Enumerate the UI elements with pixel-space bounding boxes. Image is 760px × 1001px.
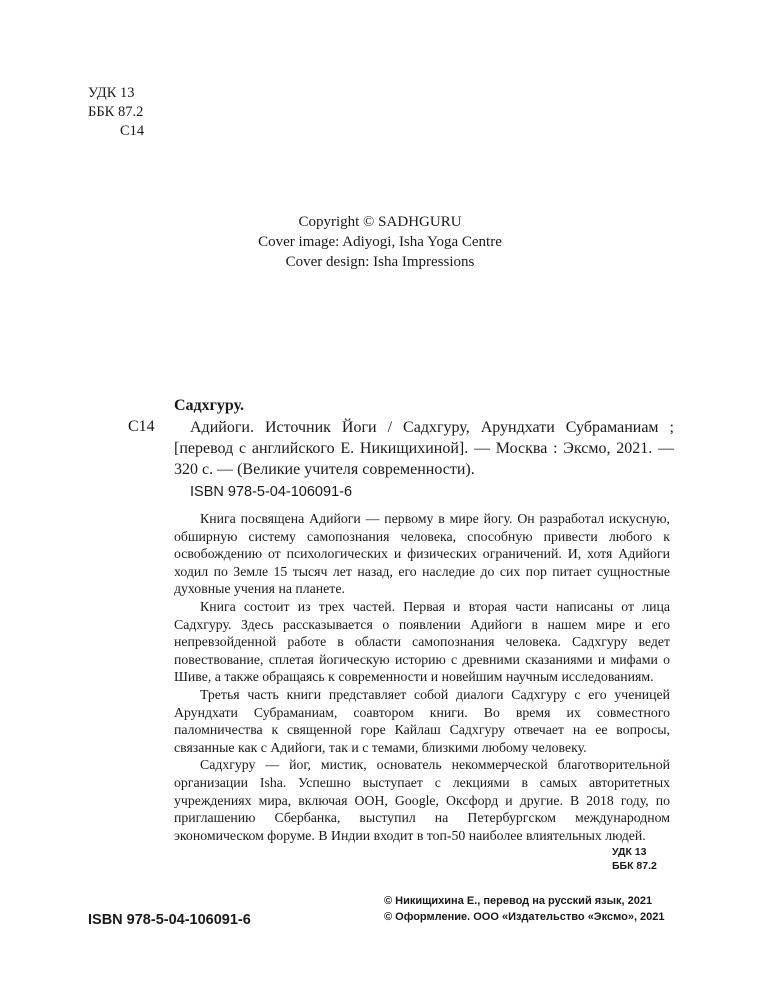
abstract-paragraph: Третья часть книги представляет собой диалоги Садхгуру с его ученицей Арундхати Субраманиам, соавтором книги. Во время их совместного паломничества к священной горе Кайлаш Садхгуру отвечает на ее вопросы, связанные как с Адийоги, так и с темами, близкими любому человеку. <box>174 686 670 755</box>
entry-author: Садхгуру. <box>174 397 244 414</box>
cover-design-line: Cover design: Isha Impressions <box>285 254 475 270</box>
isbn-main: ISBN 978-5-04-106091-6 <box>88 912 251 928</box>
abstract-paragraph: Книга посвящена Адийоги — первому в мире йогу. Он разработал искусную, обширную систему самопознания человека, способную привести любого к освобождению от психологических и физических ограничений. И, хотя Адийоги ходил по Земле 15 тысяч лет назад, его наследие до сих пор питает сущностные духовные учения на планете. <box>174 511 670 597</box>
udk-code: УДК 13 <box>88 85 135 101</box>
udk-block-bottom <box>612 845 657 873</box>
author-mark: С14 <box>120 123 145 139</box>
translation-rights: © Никищихина Е., перевод на русский язык, 2021 <box>384 895 653 907</box>
abstract-paragraph: Книга состоит из трех частей. Первая и вторая части написаны от лица Садхгуру. Здесь рассказывается о появлении Адийоги в нашем мире и его непревзойденной работе в области самопознания человека. Садхгуру ведет повествование, сплетая йогическую историю с древними сказаниями и мифами о Шиве, а также обращаясь к современности и новейшим научным исследованиям. <box>174 598 670 685</box>
cover-image-line: Cover image: Adiyogi, Isha Yoga Centre <box>258 234 502 250</box>
bbk-code: ББК 87.2 <box>88 104 144 120</box>
catalog-author-mark: С14 <box>128 418 155 435</box>
copyright-line: Copyright © SADHGURU <box>298 214 462 230</box>
abstract-paragraph: Садхгуру — йог, мистик, основатель некоммерческой благотворительной организации Isha. Успешно выступает с лекциями в самых авторитетных учреждениях мира, включая ООН, Google, Оксфорд и другие. В 2018 году, по приглашению Сбербанка, выступил на Петербургском международном экономическом форуме. В Индии входит в топ-50 наиболее влиятельных людей. <box>174 757 670 843</box>
catalog-entry <box>174 395 674 480</box>
design-rights: © Оформление. ООО «Издательство «Эксмо», 2021 <box>384 911 665 923</box>
udk-code: УДК 13 <box>612 846 647 858</box>
copyright-block <box>0 212 760 272</box>
abstract <box>174 510 670 844</box>
udk-block-top <box>88 84 144 141</box>
rights-block <box>384 893 666 925</box>
isbn-entry: ISBN 978-5-04-106091-6 <box>190 484 353 500</box>
bbk-code: ББК 87.2 <box>612 860 657 872</box>
entry-description: Адийоги. Источник Йоги / Садхгуру, Арундхати Субраманиам ; [перевод с английского Е. Никищихиной]. — Москва : Эксмо, 2021. — 320 с. — (Великие учителя современности). <box>174 419 674 478</box>
